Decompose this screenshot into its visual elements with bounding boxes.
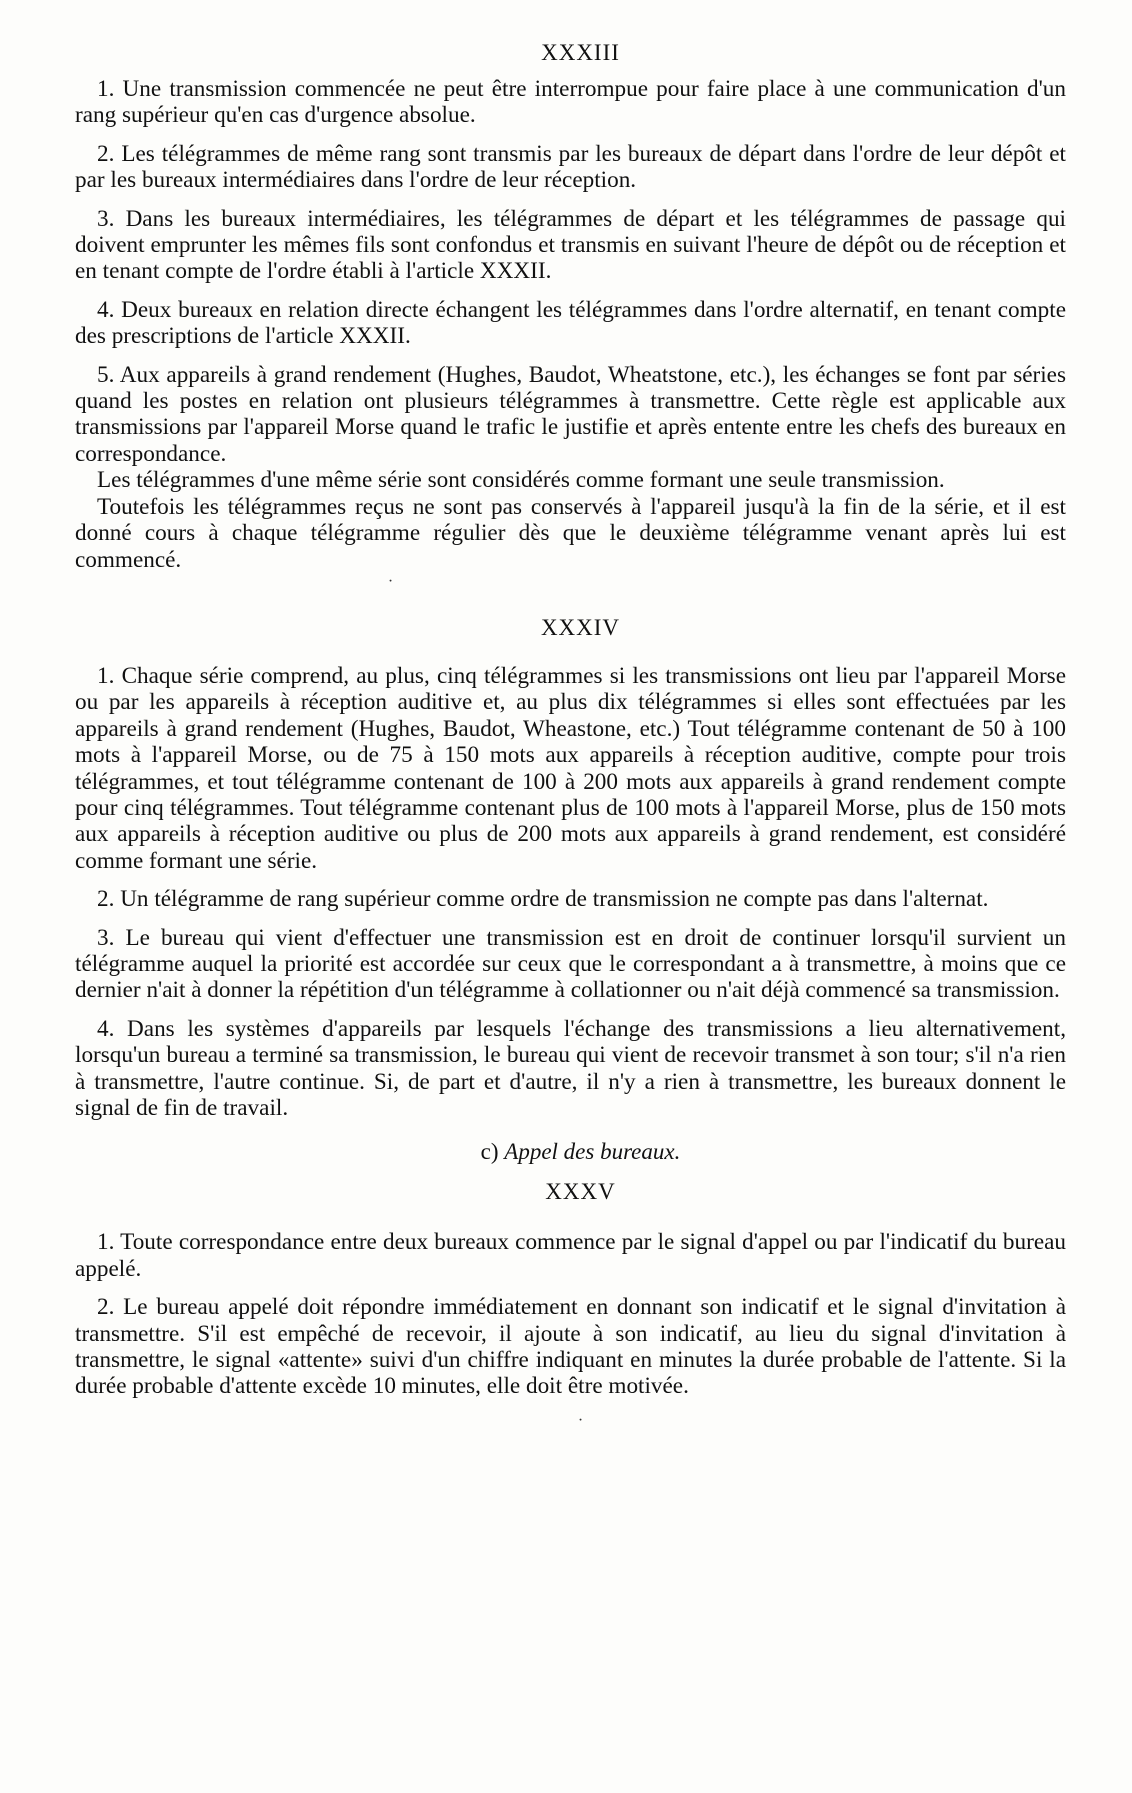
- subsection-title: Appel des bureaux.: [504, 1139, 681, 1165]
- paragraph-34-1: 1. Chaque série comprend, au plus, cinq télégrammes si les transmissions ont lieu par l'appareil Morse ou par les appareils à réception auditive et, au plus dix télégrammes si elles sont effectuées par les appareils à grand rendement (Hughes, Baudot, Wheastone, etc.) Tout télégramme contenant de 50 à 100 mots à l'appareil Morse, ou de 75 à 150 mots aux appareils à réception auditive, compte pour trois télégrammes, et tout télégramme contenant de 100 à 200 mots aux appareils à grand rendement compte pour cinq télégrammes. Tout télégramme contenant plus de 100 mots à l'appareil Morse, plus de 150 mots aux appareils à réception auditive ou plus de 200 mots aux appareils à grand rendement, est considéré comme formant une série.: [75, 662, 1066, 874]
- paragraph-33-5: 5. Aux appareils à grand rendement (Hughes, Baudot, Wheatstone, etc.), les échanges se font par séries quand les postes en relation ont plusieurs télégrammes à transmettre. Cette règle est applicable aux transmissions par l'appareil Morse quand le trafic le justifie et après entente entre les chefs des bureaux en correspondance.: [75, 361, 1066, 467]
- section-heading-xxxiii: XXXIII: [541, 40, 620, 65]
- section-heading-xxxv: XXXV: [545, 1179, 616, 1205]
- subsection-prefix: c): [480, 1139, 499, 1165]
- paragraph-33-4: 4. Deux bureaux en relation directe échangent les télégrammes dans l'ordre alternatif, en tenant compte des prescriptions de l'article XXXII.: [75, 296, 1066, 350]
- section-heading-xxxiv: XXXIV: [540, 614, 621, 640]
- paragraph-33-3: 3. Dans les bureaux intermédiaires, les télégrammes de départ et les télégrammes de passage qui doivent emprunter les mêmes fils sont confondus et transmis en suivant l'heure de dépôt ou de réception et en tenant compte de l'ordre établi à l'article XXXII.: [75, 205, 1066, 285]
- paragraph-34-4: 4. Dans les systèmes d'appareils par lesquels l'échange des transmissions a lieu alternativement, lorsqu'un bureau a terminé sa transmission, le bureau qui vient de recevoir transmet à son tour; s'il n'a rien à transmettre, l'autre continue. Si, de part et d'autre, il n'y a rien à transmettre, les bureaux donnent le signal de fin de travail.: [75, 1015, 1066, 1121]
- subsection-heading-c: [75, 1139, 1066, 1165]
- paragraph-33-1: 1. Une transmission commencée ne peut être interrompue pour faire place à une communication d'un rang supérieur qu'en cas d'urgence absolue.: [75, 76, 1066, 129]
- paragraph-34-3: 3. Le bureau qui vient d'effectuer une transmission est en droit de continuer lorsqu'il survient un télégramme auquel la priorité est accordée sur ceux que le correspondant a à transmettre, à moins que ce dernier n'ait à donner la répétition d'un télégramme à collationner ou n'ait déjà commencé sa transmission.: [75, 924, 1066, 1004]
- paragraph-34-2: 2. Un télégramme de rang supérieur comme ordre de transmission ne compte pas dans l'alternat.: [97, 886, 989, 913]
- footer-dot: ·: [577, 1411, 584, 1429]
- paragraph-35-1: 1. Toute correspondance entre deux bureaux commence par le signal d'appel ou par l'indicatif du bureau appelé.: [75, 1229, 1066, 1282]
- paragraph-33-2: 2. Les télégrammes de même rang sont transmis par les bureaux de départ dans l'ordre de leur dépôt et par les bureaux intermédiaires dans l'ordre de leur réception.: [75, 140, 1066, 194]
- paragraph-33-5-toutefois: Toutefois les télégrammes reçus ne sont pas conservés à l'appareil jusqu'à la fin de la série, et il est donné cours à chaque télégramme régulier dès que le deuxième télégramme venant après lui est commencé.: [75, 493, 1066, 573]
- paragraph-35-2: 2. Le bureau appelé doit répondre immédiatement en donnant son indicatif et le signal d'invitation à transmettre. S'il est empêché de recevoir, il ajoute à son indicatif, au lieu du signal d'invitation à transmettre, le signal «attente» suivi d'un chiffre indiquant en minutes la durée probable de l'attente. Si la durée probable d'attente excède 10 minutes, elle doit être motivée.: [75, 1294, 1066, 1400]
- paragraph-33-5-series: Les télégrammes d'une même série sont considérés comme formant une seule transmission.: [97, 467, 945, 494]
- stray-dot: ·: [387, 572, 394, 590]
